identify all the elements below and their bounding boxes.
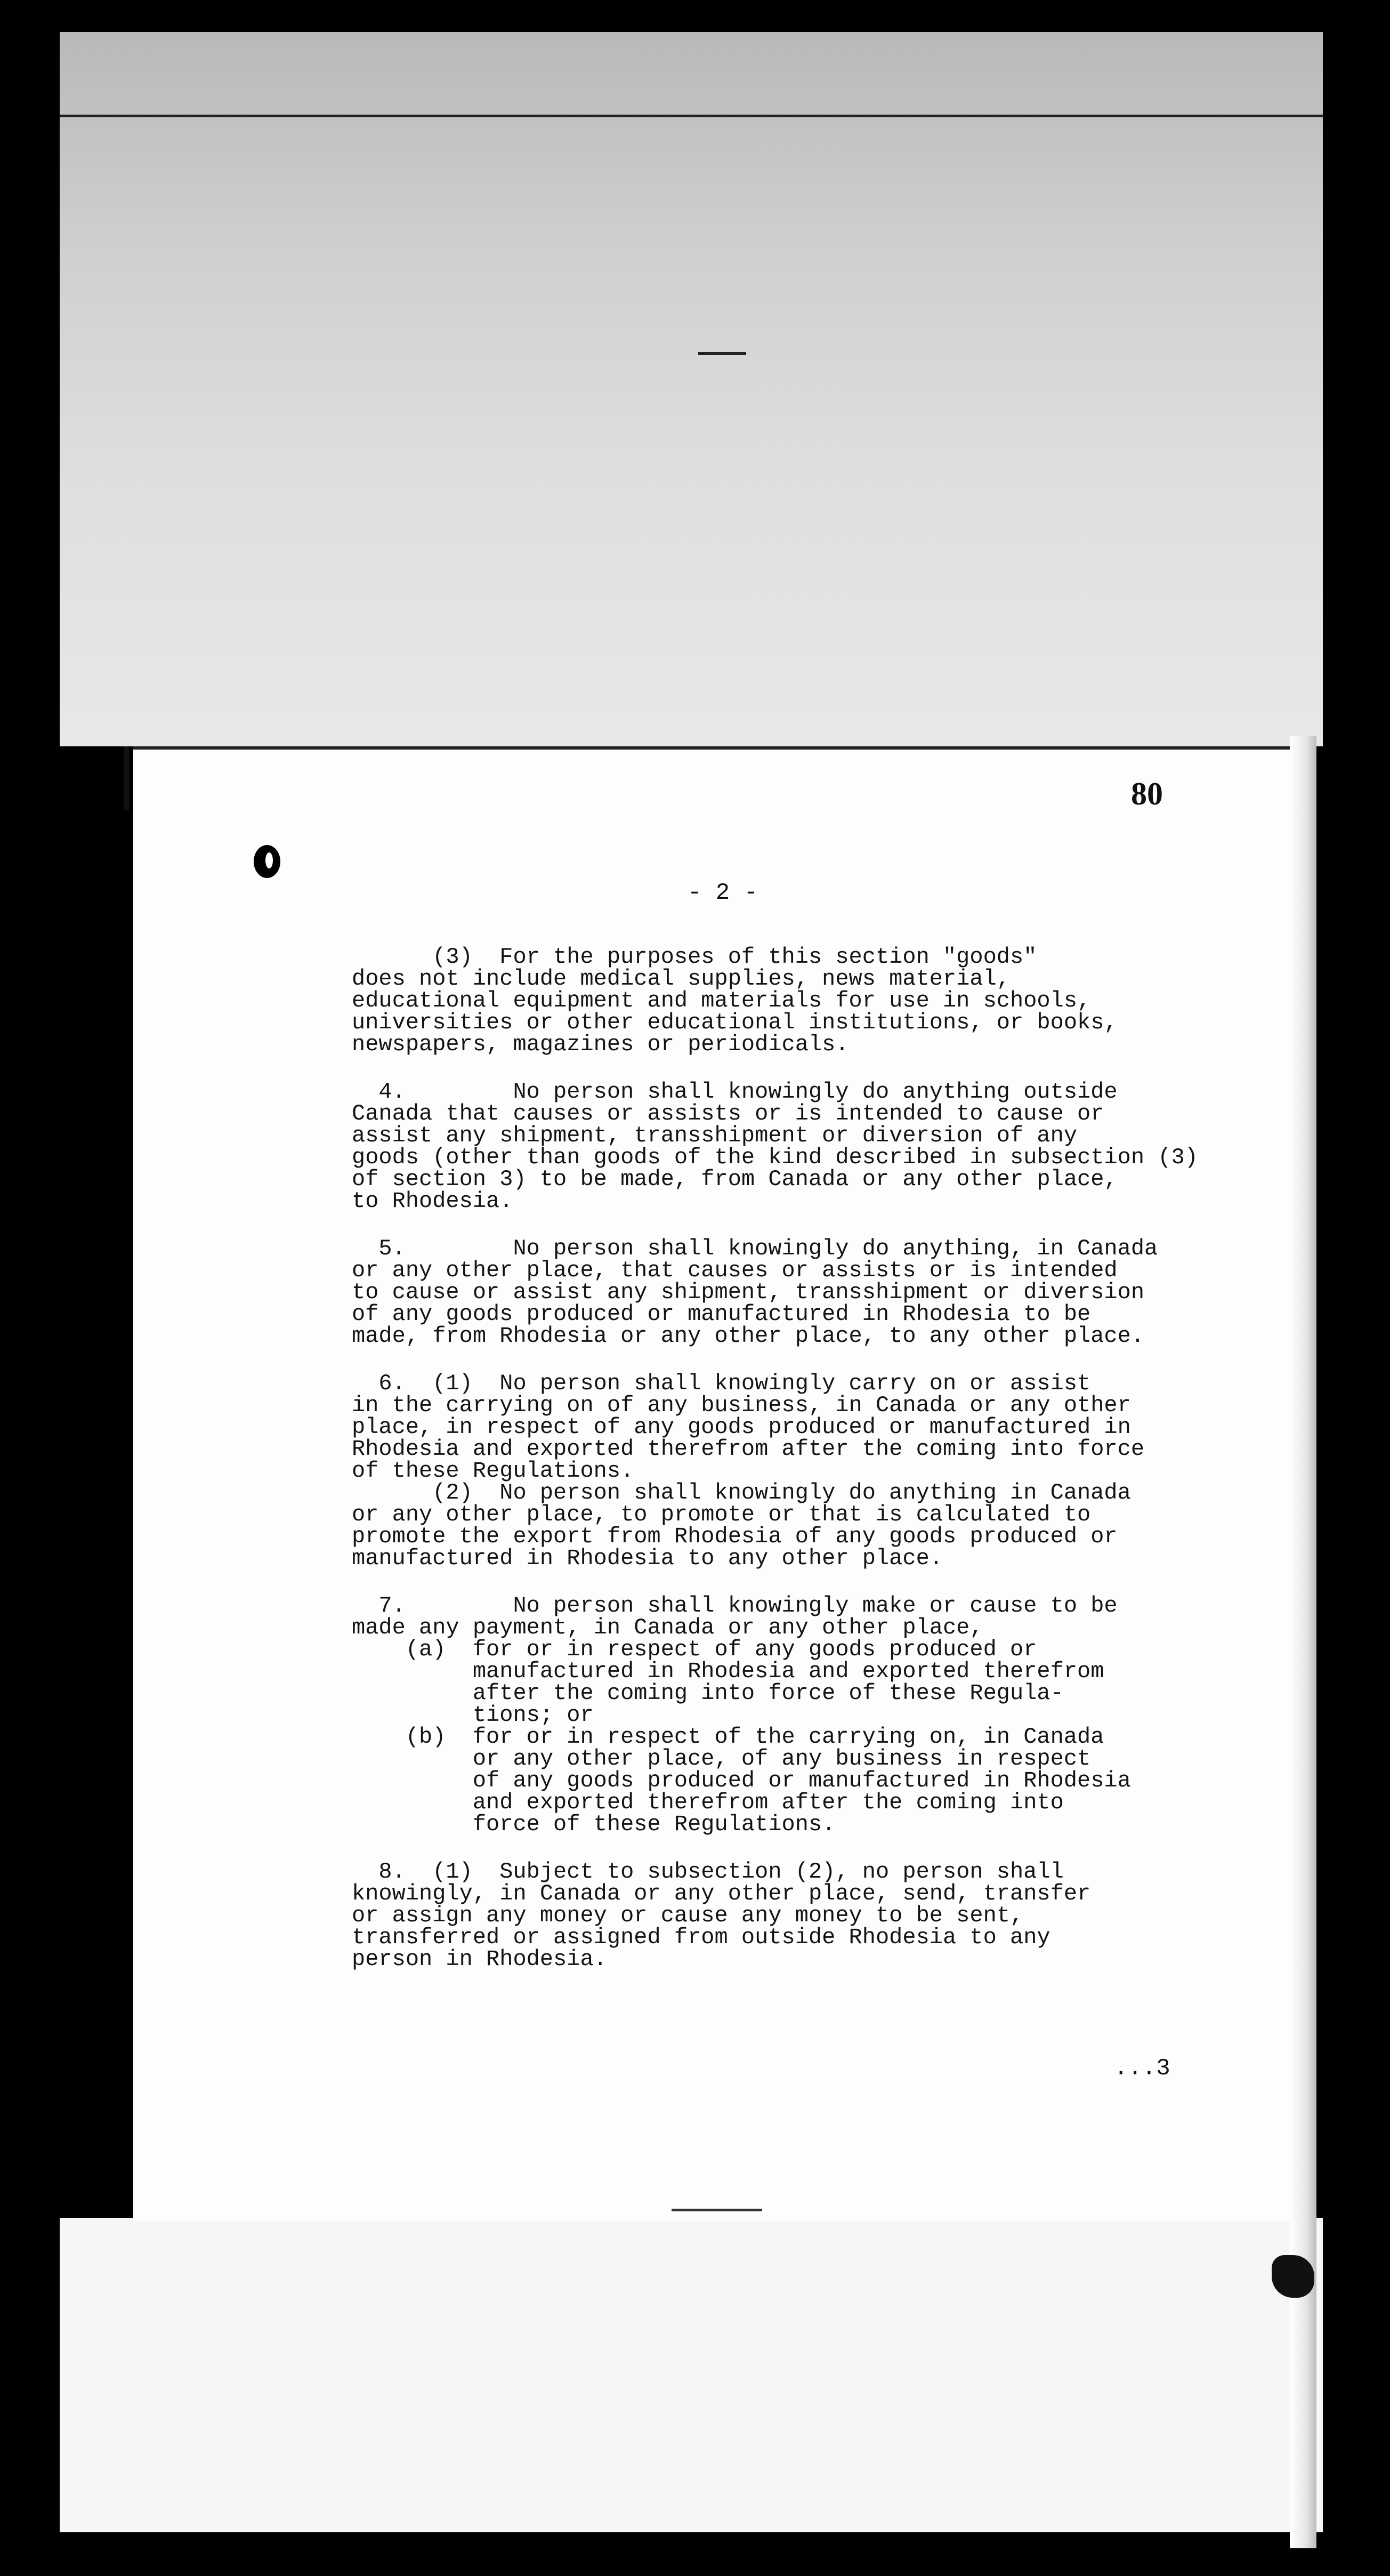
scan-background-bottom [60, 2218, 1323, 2532]
text-line: to Rhodesia. [352, 1188, 513, 1214]
paragraph-section-6 [352, 1373, 1173, 1569]
text-line: 5. No person shall knowingly do anything, in Canada [352, 1236, 1158, 1261]
text-line: universities or other educational institutions, or books, [352, 1010, 1118, 1035]
text-line: does not include medical supplies, news material, [352, 966, 1011, 992]
text-line: of these Regulations. [352, 1458, 634, 1484]
text-line: person in Rhodesia. [352, 1946, 607, 1972]
text-line: transferred or assigned from outside Rhodesia to any [352, 1925, 1050, 1950]
text-line: (a) for or in respect of any goods produced or [352, 1637, 1037, 1662]
text-line: or any other place, that causes or assists or is intended [352, 1258, 1118, 1283]
text-line: Canada that causes or assists or is intended to cause or [352, 1101, 1104, 1126]
text-line: 8. (1) Subject to subsection (2), no person shall [352, 1859, 1064, 1885]
text-line: in the carrying on of any business, in Canada or any other [352, 1392, 1131, 1418]
text-line: manufactured in Rhodesia to any other place. [352, 1545, 943, 1571]
paragraph-section-4 [352, 1079, 1198, 1214]
text-line: knowingly, in Canada or any other place, send, transfer [352, 1881, 1091, 1906]
text-line: promote the export from Rhodesia of any goods produced or [352, 1524, 1118, 1549]
text-line: 4. No person shall knowingly do anything outside [352, 1079, 1118, 1105]
page-bottom-rule [672, 2209, 762, 2211]
text-line: 7. No person shall knowingly make or cause to be [352, 1593, 1118, 1619]
text-line: manufactured in Rhodesia and exported therefrom [352, 1659, 1104, 1684]
text-line: force of these Regulations. [352, 1812, 836, 1837]
text-line: place, in respect of any goods produced or manufactured in [352, 1414, 1131, 1440]
text-line: or any other place, to promote or that is calculated to [352, 1502, 1091, 1527]
text-line: Rhodesia and exported therefrom after the coming into force [352, 1436, 1145, 1462]
punch-hole-icon [254, 845, 280, 878]
text-line: (2) No person shall knowingly do anything in Canada [352, 1480, 1131, 1506]
folio-number: 80 [1131, 776, 1163, 811]
paragraph-section-8 [352, 1861, 1173, 1970]
text-line: goods (other than goods of the kind described in subsection (3) [352, 1145, 1198, 1170]
text-line: after the coming into force of these Regula- [352, 1680, 1064, 1706]
scan-mark [698, 352, 746, 355]
text-line: of any goods produced or manufactured in Rhodesia to be [352, 1301, 1091, 1327]
text-line: or any other place, of any business in respect [352, 1746, 1091, 1772]
text-line: newspapers, magazines or periodicals. [352, 1032, 849, 1057]
scan-background-top [60, 32, 1323, 746]
page-number: - 2 - [688, 880, 758, 906]
text-line: tions; or [352, 1702, 594, 1728]
text-line: or assign any money or cause any money to be sent, [352, 1903, 1024, 1928]
text-line: (3) For the purposes of this section "goods" [352, 944, 1037, 970]
paragraph-section-3-subsection-3 [352, 946, 1173, 1056]
continued-marker: ...3 [1114, 2055, 1170, 2082]
text-line: made, from Rhodesia or any other place, to any other place. [352, 1323, 1145, 1349]
text-line: of section 3) to be made, from Canada or any other place, [352, 1166, 1118, 1192]
scan-top-rule [60, 115, 1323, 117]
paragraph-section-5 [352, 1238, 1173, 1347]
text-line: to cause or assist any shipment, transshipment or diversion [352, 1279, 1145, 1305]
text-line: assist any shipment, transshipment or diversion of any [352, 1123, 1078, 1148]
binding-clip-mark [1272, 2255, 1314, 2298]
paragraph-section-7 [352, 1595, 1173, 1836]
text-line: made any payment, in Canada or any other place, [352, 1615, 983, 1640]
document-body [352, 944, 1198, 1996]
text-line: 6. (1) No person shall knowingly carry on or assist [352, 1371, 1091, 1396]
text-line: educational equipment and materials for use in schools, [352, 988, 1091, 1013]
left-edge-mark [124, 746, 129, 810]
text-line: (b) for or in respect of the carrying on, in Canada [352, 1724, 1104, 1750]
text-line: and exported therefrom after the coming into [352, 1790, 1064, 1815]
text-line: of any goods produced or manufactured in Rhodesia [352, 1768, 1131, 1793]
